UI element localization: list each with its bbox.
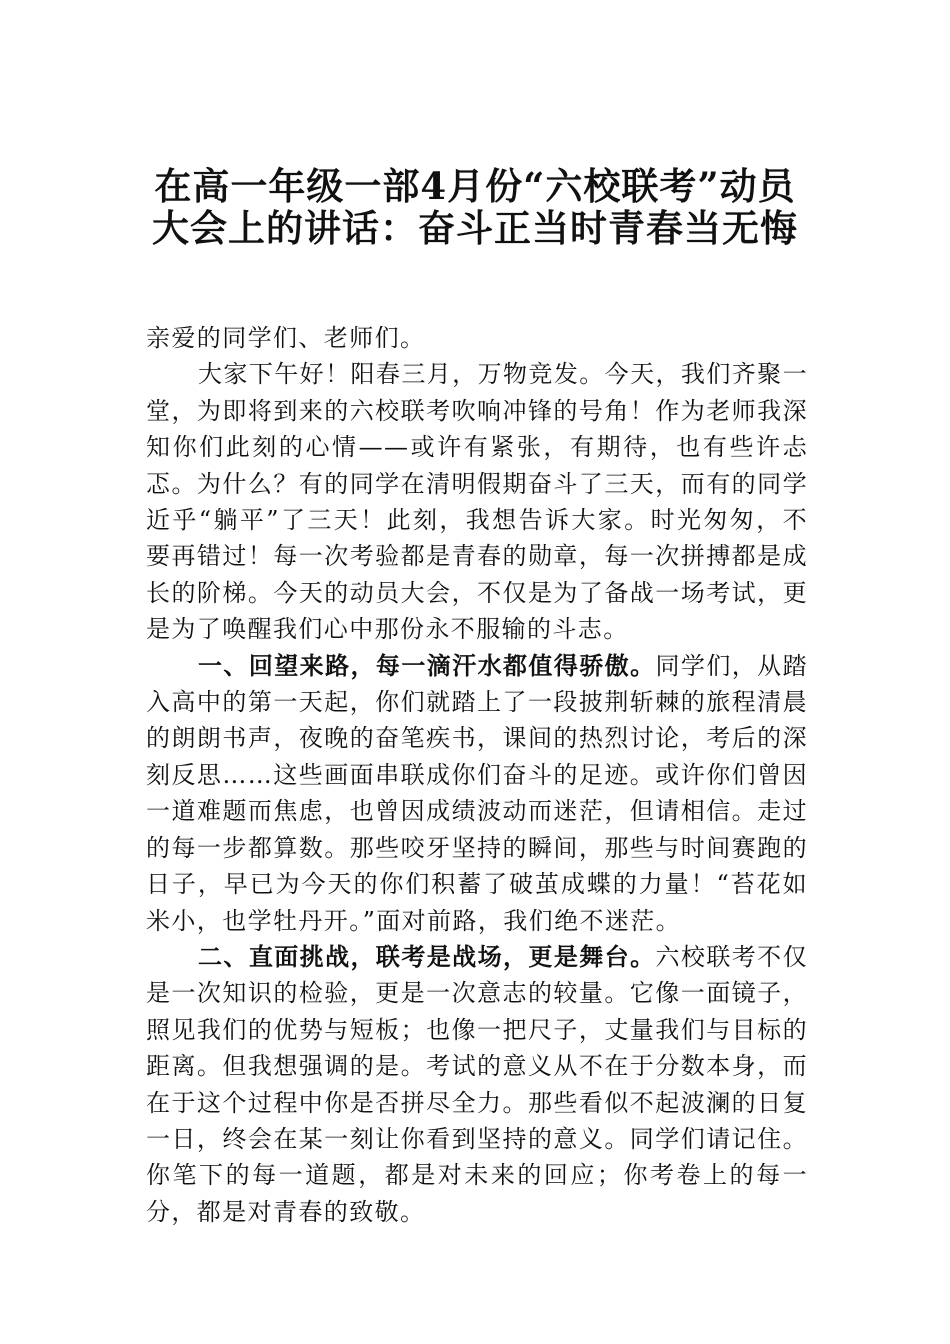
section-heading-2: 二、直面挑战，联考是战场，更是舞台。 <box>198 941 656 971</box>
section-heading-1: 一、回望来路，每一滴汗水都值得骄傲。 <box>198 650 656 680</box>
document-body <box>146 320 808 1230</box>
paragraph-text: 同学们，从踏入高中的第一天起，你们就踏上了一段披荆斩棘的旅程清晨的朗朗书声，夜晚的奋笔疾书，课间的热烈讨论，考后的深刻反思……这些画面串联成你们奋斗的足迹。或许你们曾因一道难题而焦虑，也曾因成绩波动而迷茫，但请相信。走过的每一步都算数。那些咬牙坚持的瞬间，那些与时间赛跑的日子，早已为今天的你们积蓄了破茧成蝶的力量！“苔花如米小，也学牡丹开。”面对前路，我们绝不迷茫。 <box>146 651 809 935</box>
salutation: 亲爱的同学们、老师们。 <box>146 324 426 352</box>
document-title-line-1: 在高一年级一部4月份“六校联考”动员 <box>154 164 796 208</box>
paragraph-section-2 <box>146 939 808 1230</box>
paragraph-section-1 <box>146 648 808 939</box>
document-title-line-2: 大会上的讲话：奋斗正当时青春当无悔 <box>152 206 798 250</box>
paragraph-text: 六校联考不仅是一次知识的检验，更是一次意志的较量。它像一面镜子，照见我们的优势与短板；也像一把尺子，丈量我们与目标的距离。但我想强调的是。考试的意义从不在于分数本身，而在于这个过程中你是否拼尽全力。那些看似不起波澜的日复一日，终会在某一刻让你看到坚持的意义。同学们请记住。你笔下的每一道题，都是对未来的回应；你考卷上的每一分，都是对青春的致敬。 <box>146 942 809 1226</box>
paragraph-text: 大家下午好！阳春三月，万物竞发。今天，我们齐聚一堂，为即将到来的六校联考吹响冲锋的号角！作为老师我深知你们此刻的心情——或许有紧张，有期待，也有些许忐忑。为什么？有的同学在清明假期奋斗了三天，而有的同学近乎“躺平”了三天！此刻，我想告诉大家。时光匆匆，不要再错过！每一次考验都是青春的勋章，每一次拼搏都是成长的阶梯。今天的动员大会，不仅是为了备战一场考试，更是为了唤醒我们心中那份永不服输的斗志。 <box>146 360 808 644</box>
paragraph-greeting <box>146 356 808 647</box>
